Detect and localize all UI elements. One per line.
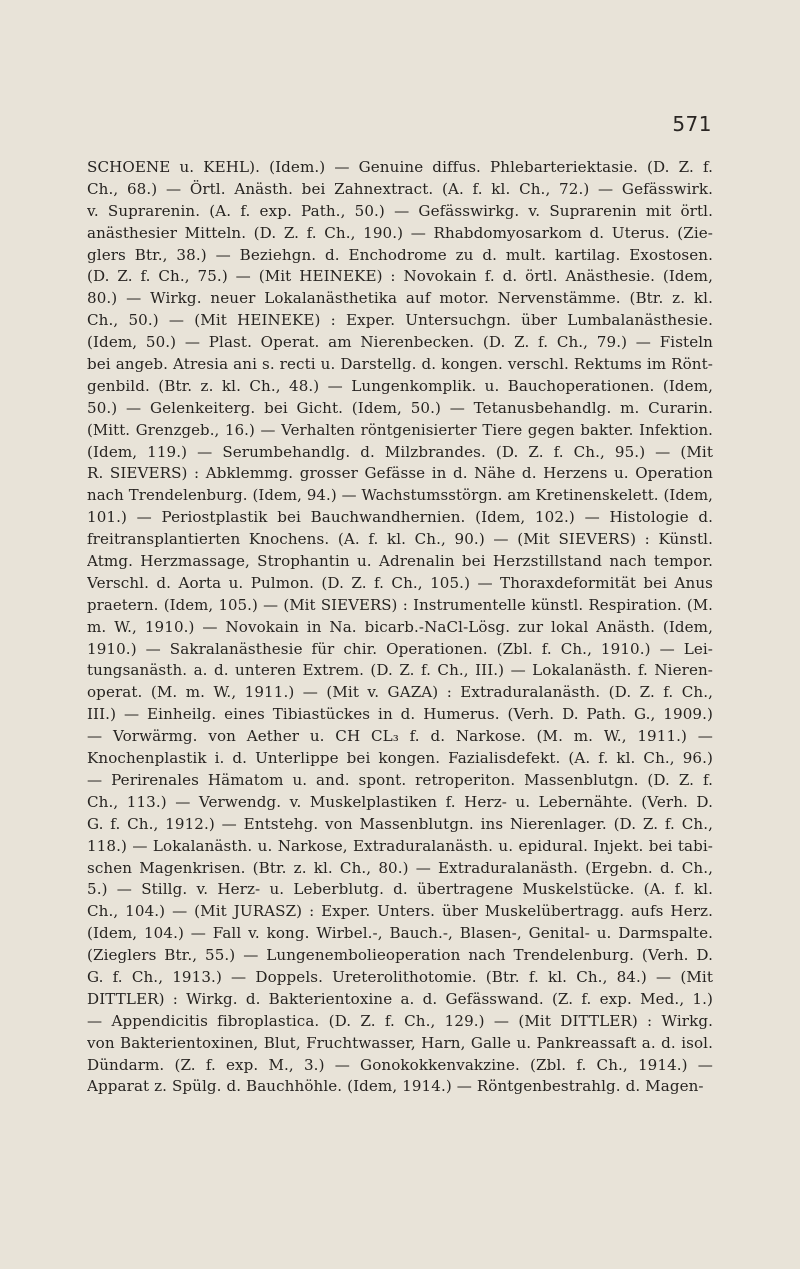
text-line: (Mitt. Grenzgeb., 16.) — Verhalten röntgenisierter Tiere gegen bakter. Infektion.	[87, 420, 713, 439]
text-line: schen Magenkrisen. (Btr. z. kl. Ch., 80.) — Extraduralanästh. (Ergebn. d. Ch.,	[87, 858, 713, 877]
text-line: (Idem, 104.) — Fall v. kong. Wirbel.-, Bauch.-, Blasen-, Genital- u. Darmspalte.	[87, 924, 713, 943]
text-line: Apparat z. Spülg. d. Bauchhöhle. (Idem, 1914.) — Röntgenbestrahlg. d. Magen-	[87, 1077, 704, 1096]
text-line: DITTLER) : Wirkg. d. Bakterientoxine a. d. Gefässwand. (Z. f. exp. Med., 1.)	[87, 989, 713, 1008]
text-line: operat. (M. m. W., 1911.) — (Mit v. GAZA) : Extraduralanästh. (D. Z. f. Ch.,	[87, 683, 713, 702]
text-line: praetern. (Idem, 105.) — (Mit SIEVERS) : Instrumentelle künstl. Respiration. (M.	[87, 595, 713, 614]
text-line: freitransplantierten Knochens. (A. f. kl. Ch., 90.) — (Mit SIEVERS) : Künstl.	[87, 530, 713, 549]
text-line: genbild. (Btr. z. kl. Ch., 48.) — Lungenkomplik. u. Bauchoperationen. (Idem,	[87, 376, 713, 395]
text-line: 5.) — Stillg. v. Herz- u. Leberblutg. d. übertragene Muskelstücke. (A. f. kl.	[87, 880, 713, 899]
text-line: von Bakterientoxinen, Blut, Fruchtwasser, Harn, Galle u. Pankreassaft a. d. isol.	[87, 1033, 713, 1052]
text-line: Knochenplastik i. d. Unterlippe bei kongen. Fazialisdefekt. (A. f. kl. Ch., 96.)	[87, 749, 713, 768]
text-line: — Appendicitis fibroplastica. (D. Z. f. Ch., 129.) — (Mit DITTLER) : Wirkg.	[87, 1011, 713, 1030]
text-line: m. W., 1910.) — Novokain in Na. bicarb.-NaCl-Lösg. zur lokal Anästh. (Idem,	[87, 617, 713, 636]
text-line: 50.) — Gelenkeiterg. bei Gicht. (Idem, 50.) — Tetanusbehandlg. m. Curarin.	[87, 398, 713, 417]
text-line: III.) — Einheilg. eines Tibiastückes in d. Humerus. (Verh. D. Path. G., 1909.)	[87, 705, 713, 724]
text-line: bei angeb. Atresia ani s. recti u. Darstellg. d. kongen. verschl. Rektums im Rönt-	[87, 355, 713, 374]
text-line: Ch., 104.) — (Mit JURASZ) : Exper. Unters. über Muskelübertragg. aufs Herz.	[87, 902, 713, 921]
text-line: (Idem, 50.) — Plast. Operat. am Nierenbecken. (D. Z. f. Ch., 79.) — Fisteln	[87, 333, 713, 352]
text-line: R. SIEVERS) : Abklemmg. grosser Gefässe in d. Nähe d. Herzens u. Operation	[87, 464, 713, 483]
text-line: SCHOENE u. KEHL). (Idem.) — Genuine diffus. Phlebarteriektasie. (D. Z. f.	[87, 158, 713, 176]
text-line: G. f. Ch., 1912.) — Entstehg. von Massenblutgn. ins Nierenlager. (D. Z. f. Ch.,	[87, 814, 713, 833]
text-line: — Perirenales Hämatom u. and. spont. retroperiton. Massenblutgn. (D. Z. f.	[87, 770, 713, 789]
text-line: nach Trendelenburg. (Idem, 94.) — Wachstumsstörgn. am Kretinenskelett. (Idem,	[87, 486, 713, 505]
text-line: Ch., 50.) — (Mit HEINEKE) : Exper. Untersuchgn. über Lumbalanästhesie.	[87, 311, 713, 330]
text-line: (Zieglers Btr., 55.) — Lungenembolieoperation nach Trendelenburg. (Verh. D.	[87, 946, 713, 965]
text-line: Verschl. d. Aorta u. Pulmon. (D. Z. f. Ch., 105.) — Thoraxdeformität bei Anus	[87, 573, 713, 592]
text-line: 118.) — Lokalanästh. u. Narkose, Extraduralanästh. u. epidural. Injekt. bei tabi-	[87, 836, 713, 855]
text-line: (Idem, 119.) — Serumbehandlg. d. Milzbrandes. (D. Z. f. Ch., 95.) — (Mit	[87, 442, 713, 461]
text-line: (D. Z. f. Ch., 75.) — (Mit HEINEKE) : Novokain f. d. örtl. Anästhesie. (Idem,	[87, 267, 713, 286]
text-line: 1910.) — Sakralanästhesie für chir. Operationen. (Zbl. f. Ch., 1910.) — Lei-	[87, 639, 713, 658]
text-line: Ch., 68.) — Örtl. Anästh. bei Zahnextract. (A. f. kl. Ch., 72.) — Gefässwirk.	[87, 179, 713, 198]
bibliography-text	[87, 157, 713, 1098]
text-line: v. Suprarenin. (A. f. exp. Path., 50.) — Gefässwirkg. v. Suprarenin mit örtl.	[87, 201, 713, 220]
page-number: 571	[672, 112, 712, 136]
text-line: Atmg. Herzmassage, Strophantin u. Adrenalin bei Herzstillstand nach tempor.	[87, 552, 713, 571]
text-line: anästhesier Mitteln. (D. Z. f. Ch., 190.) — Rhabdomyosarkom d. Uterus. (Zie-	[87, 223, 713, 242]
text-line: glers Btr., 38.) — Beziehgn. d. Enchodrome zu d. mult. kartilag. Exostosen.	[87, 245, 713, 264]
text-line: 80.) — Wirkg. neuer Lokalanästhetika auf motor. Nervenstämme. (Btr. z. kl.	[87, 289, 713, 308]
text-line: 101.) — Periostplastik bei Bauchwandhernien. (Idem, 102.) — Histologie d.	[87, 508, 713, 527]
text-line: tungsanästh. a. d. unteren Extrem. (D. Z. f. Ch., III.) — Lokalanästh. f. Nieren-	[87, 661, 713, 680]
text-line: Dündarm. (Z. f. exp. M., 3.) — Gonokokkenvakzine. (Zbl. f. Ch., 1914.) —	[87, 1055, 713, 1074]
text-line: G. f. Ch., 1913.) — Doppels. Ureterolithotomie. (Btr. f. kl. Ch., 84.) — (Mit	[87, 967, 713, 986]
text-line: — Vorwärmg. von Aether u. CH CL₃ f. d. Narkose. (M. m. W., 1911.) —	[87, 727, 713, 746]
text-line: Ch., 113.) — Verwendg. v. Muskelplastiken f. Herz- u. Lebernähte. (Verh. D.	[87, 792, 713, 811]
